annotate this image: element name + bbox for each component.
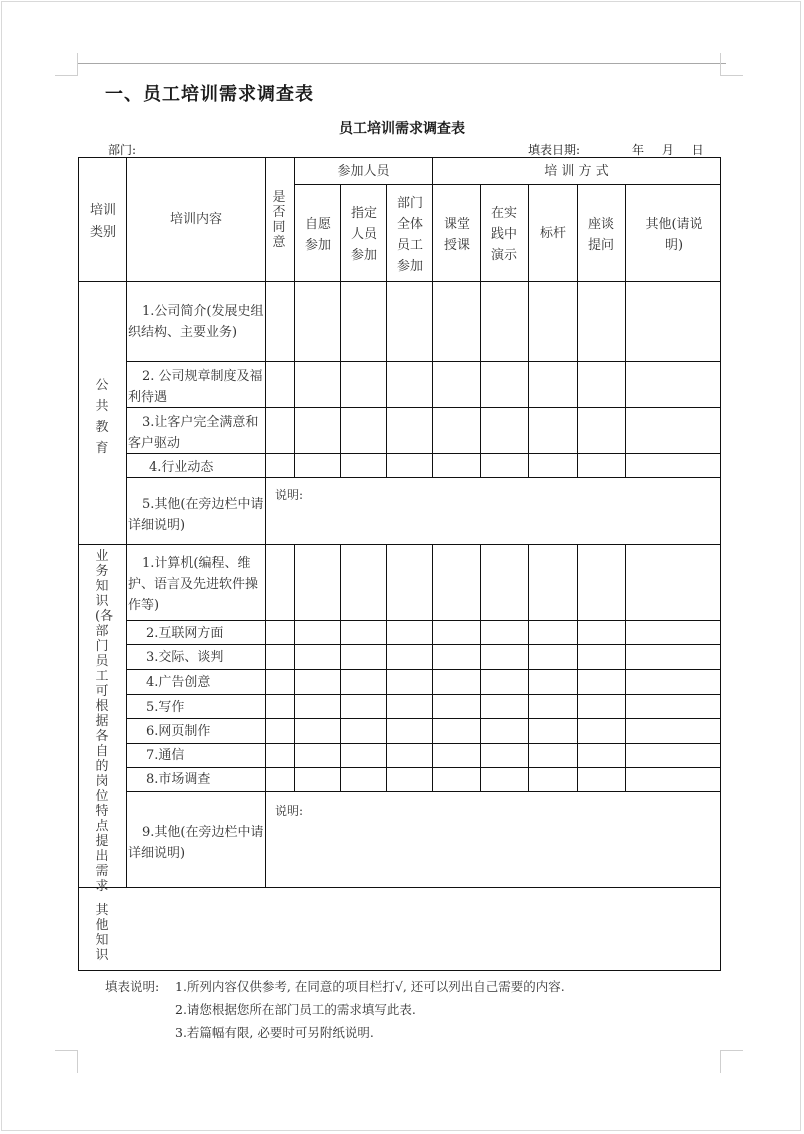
grid-line: [294, 184, 721, 185]
topic-item: 3.让客户完全满意和客户驱动: [128, 415, 259, 451]
header-designated: 指定人员参加: [350, 205, 377, 263]
grid-line: [294, 544, 295, 792]
grid-line: [340, 184, 341, 478]
grid-line: [126, 718, 721, 719]
grid-line: [625, 544, 626, 792]
grid-line: [386, 184, 387, 478]
grid-line: [126, 743, 721, 744]
grid-line: [720, 157, 721, 971]
grid-line: [577, 184, 578, 478]
grid-line: [78, 970, 721, 971]
grid-line: [480, 544, 481, 792]
note-label: 说明:: [275, 804, 304, 818]
grid-line: [78, 157, 79, 971]
fill-date-label: 填表日期:: [528, 143, 581, 157]
grid-line: [126, 361, 721, 362]
header-methods: 培 训 方 式: [544, 163, 609, 179]
header-demo: 在实践中演示: [490, 205, 517, 263]
footnote-label: 填表说明:: [105, 979, 160, 994]
header-classroom: 课堂授课: [443, 217, 470, 253]
category-public-education: 公共教育: [95, 378, 109, 456]
date-fields: 年 月 日: [632, 143, 704, 157]
grid-line: [126, 620, 721, 621]
header-participants: 参加人员: [337, 163, 390, 179]
grid-line: [386, 544, 387, 792]
grid-line: [126, 694, 721, 695]
crop-mark-top-right: [720, 53, 743, 76]
topic-item: 7.通信: [146, 748, 185, 763]
topic-item: 5.其他(在旁边栏中请详细说明): [128, 497, 264, 533]
grid-line: [577, 544, 578, 792]
grid-line: [432, 157, 433, 478]
grid-line: [432, 544, 433, 792]
header-discussion: 座谈提问: [587, 217, 614, 253]
crop-mark-bottom-right: [720, 1050, 743, 1073]
grid-line: [340, 544, 341, 792]
topic-item: 4.广告创意: [146, 675, 211, 690]
topic-item: 5.写作: [146, 700, 185, 715]
topic-item: 9.其他(在旁边栏中请详细说明): [128, 825, 264, 861]
category-other-knowledge: 其他知识: [95, 903, 109, 963]
header-other-method: 其他(请说明): [645, 217, 703, 253]
topic-item: 8.市场调查: [146, 772, 211, 787]
header-benchmark: 标杆: [539, 225, 566, 241]
header-rule: [78, 63, 726, 64]
footnote-item: 3.若篇幅有限, 必要时可另附纸说明.: [175, 1025, 374, 1040]
grid-line: [126, 669, 721, 670]
grid-line: [480, 184, 481, 478]
header-agree: 是否同意: [272, 190, 286, 250]
grid-line: [625, 184, 626, 478]
note-label: 说明:: [275, 488, 304, 502]
topic-item: 2. 公司规章制度及福利待遇: [128, 369, 263, 405]
crop-mark-bottom-left: [55, 1050, 78, 1073]
grid-line: [126, 791, 721, 792]
topic-item: 2.互联网方面: [146, 626, 224, 641]
crop-mark-top-left: [55, 53, 78, 76]
topic-item: 4.行业动态: [149, 460, 214, 475]
topic-item: 1.公司简介(发展史组织结构、主要业务): [128, 304, 264, 340]
topic-item: 1.计算机(编程、维护、语言及先进软件操作等): [128, 556, 259, 613]
header-content: 培训内容: [169, 211, 222, 227]
footnote-item: 1.所列内容仅供参考, 在同意的项目栏打√, 还可以列出自己需要的内容.: [175, 979, 565, 994]
header-category: 培训类别: [89, 203, 116, 240]
grid-line: [528, 544, 529, 792]
footnote-item: 2.请您根据您所在部门员工的需求填写此表.: [175, 1002, 416, 1017]
grid-line: [265, 157, 266, 888]
section-title: 一、员工培训需求调查表: [105, 84, 314, 105]
grid-line: [126, 644, 721, 645]
category-business-knowledge: 业务知识(各部门员工可根据各自的岗位特点提出需求: [95, 549, 114, 894]
header-voluntary: 自愿参加: [304, 217, 331, 253]
grid-line: [294, 157, 295, 478]
dept-label: 部门:: [108, 143, 137, 157]
header-whole-dept: 部门全体员工参加: [396, 196, 423, 274]
table-title: 员工培训需求调查表: [339, 121, 465, 137]
grid-line: [78, 887, 721, 888]
topic-item: 3.交际、谈判: [146, 650, 224, 665]
grid-line: [126, 767, 721, 768]
topic-item: 6.网页制作: [146, 724, 211, 739]
